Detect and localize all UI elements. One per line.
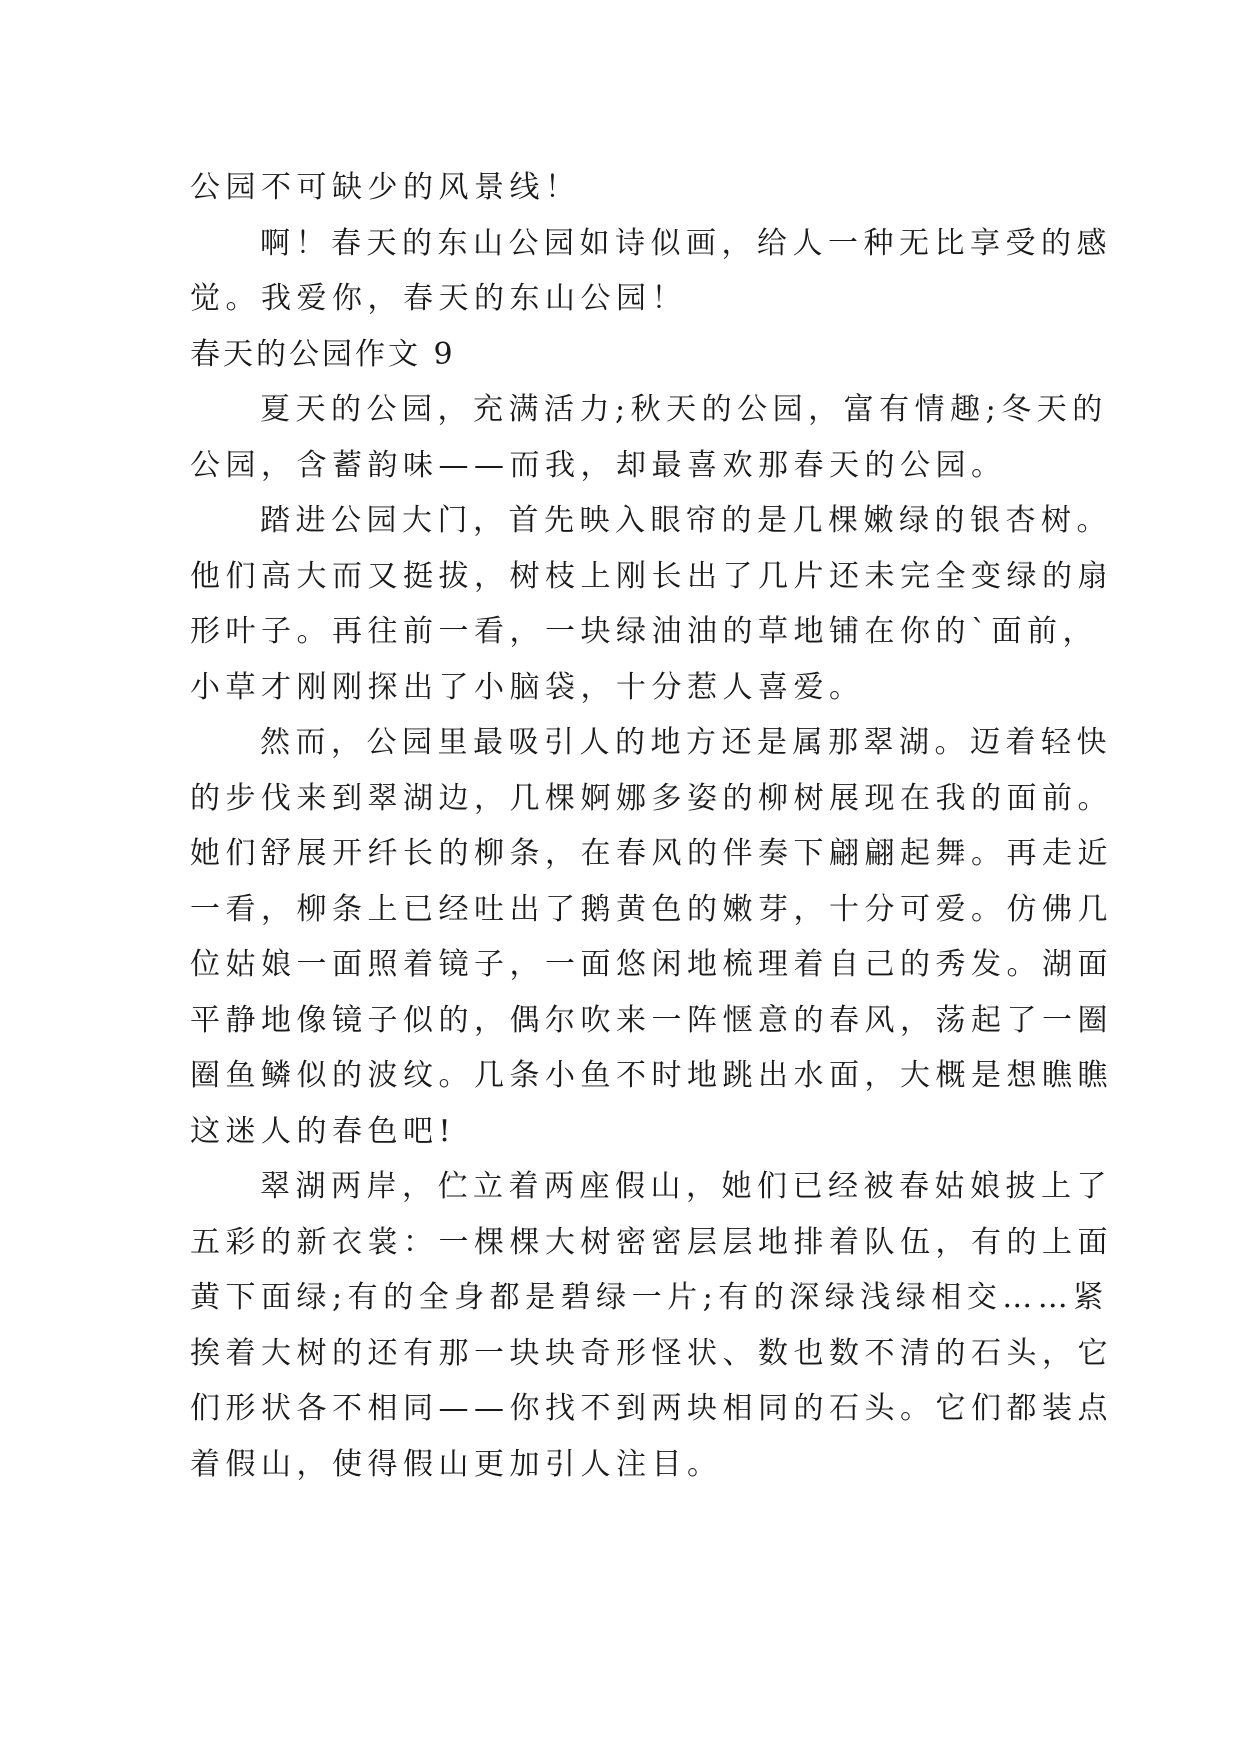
text-line: 他们高大而又挺拔，树枝上刚长出了几片还未完全变绿的扇: [190, 558, 1113, 594]
text-line: 小草才刚刚探出了小脑袋，十分惹人喜爱。: [190, 669, 865, 705]
text-line: 觉。我爱你，春天的东山公园！: [190, 281, 687, 316]
text-line: 公园，含蓄韵味——而我，却最喜欢那春天的公园。: [190, 447, 1007, 483]
essay-text: [190, 160, 1113, 1492]
text-line: 的步伐来到翠湖边，几棵婀娜多姿的柳树展现在我的面前。: [190, 780, 1113, 816]
text-line: 形叶子。再往前一看，一块绿油油的草地铺在你的`面前，: [190, 614, 1098, 649]
text-line: 然而，公园里最吸引人的地方还是属那翠湖。迈着轻快: [260, 725, 1112, 760]
text-line: 平静地像镜子似的，偶尔吹来一阵惬意的春风，荡起了一圈: [190, 1002, 1113, 1038]
text-line: 圈鱼鳞似的波纹。几条小鱼不时地跳出水面，大概是想瞧瞧: [190, 1058, 1113, 1093]
text-line: 翠湖两岸，伫立着两座假山，她们已经被春姑娘披上了: [260, 1169, 1112, 1204]
essay-heading: 春天的公园作文 9: [190, 336, 456, 372]
text-line: 啊！春天的东山公园如诗似画，给人一种无比享受的感: [260, 225, 1112, 261]
text-line: 公园不可缺少的风景线！: [190, 170, 581, 205]
text-line: 黄下面绿;有的全身都是碧绿一片;有的深绿浅绿相交……紧: [190, 1280, 1109, 1315]
text-line: 挨着大树的还有那一块块奇形怪状、数也数不清的石头，它: [190, 1335, 1113, 1371]
text-line: 夏天的公园，充满活力;秋天的公园，富有情趣;冬天的: [260, 392, 1108, 427]
text-line: 位姑娘一面照着镜子，一面悠闲地梳理着自己的秀发。湖面: [190, 947, 1113, 982]
text-line: 着假山，使得假山更加引人注目。: [190, 1446, 723, 1482]
text-line: 五彩的新衣裳：一棵棵大树密密层层地排着队伍，有的上面: [190, 1224, 1113, 1260]
text-line: 她们舒展开纤长的柳条，在春风的伴奏下翩翩起舞。再走近: [190, 836, 1113, 871]
text-line: 一看，柳条上已经吐出了鹅黄色的嫩芽，十分可爱。仿佛几: [190, 891, 1113, 927]
text-line: 们形状各不相同——你找不到两块相同的石头。它们都装点: [190, 1391, 1113, 1426]
text-line: 踏进公园大门，首先映入眼帘的是几棵嫩绿的银杏树。: [260, 503, 1112, 538]
text-line: 这迷人的春色吧!: [190, 1113, 457, 1149]
